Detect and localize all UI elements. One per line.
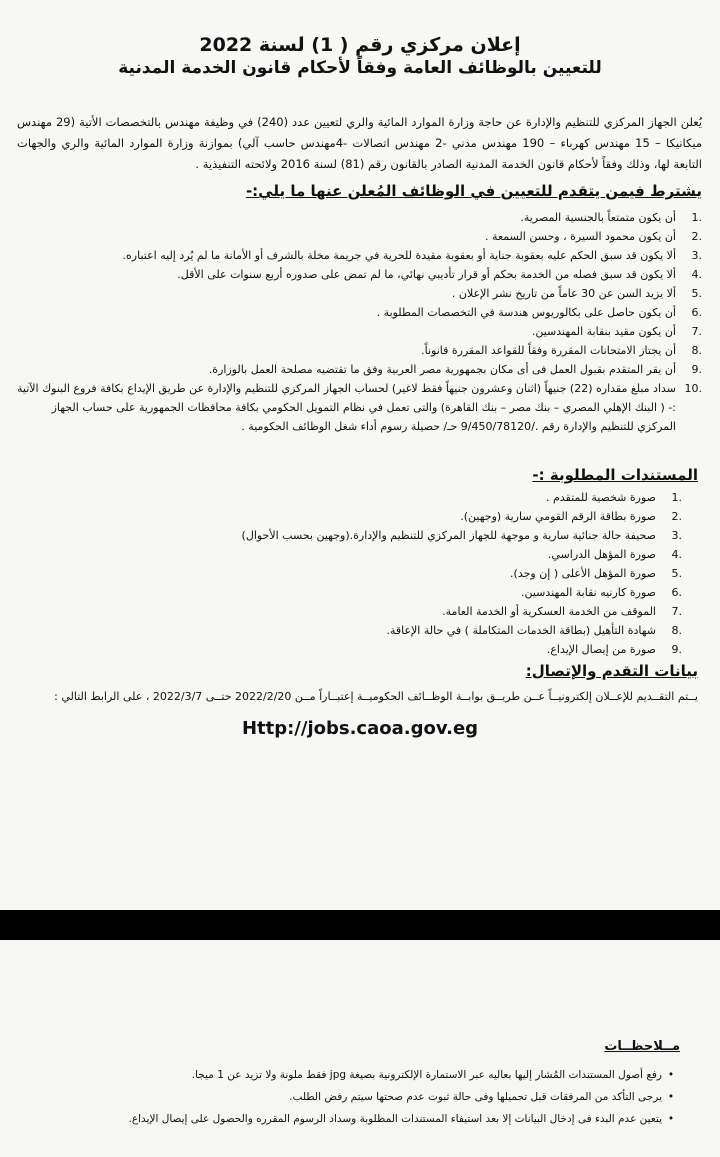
notes-heading: مــلاحظــات [604,1039,680,1054]
condition-item-text: أن يجتاز الامتحانات المقررة وفقاً للقواعد المقررة قانوناً. [421,344,676,357]
document-item [22,488,682,507]
document-item-text: صورة كارنيه نقابة المهندسين. [520,586,656,599]
documents-heading: المستندات المطلوبة :- [532,466,698,484]
document-item-text: صورة بطاقة الرقم القومي سارية (وجهين). [460,510,656,523]
condition-item [12,227,702,246]
contact-heading: بيانات التقدم والإتصال: [525,662,698,680]
document-item-number: .6 [671,586,682,599]
condition-item-text: ألا يكون قد سبق فصله من الخدمة بحكم أو قرار تأديبي نهائي، ما لم تمض على صدوره أربع سنوات على الأقل. [177,268,676,281]
condition-item-text: أن يقر المتقدم بقبول العمل فى أى مكان بجمهورية مصر العربية وفق ما تقتضيه مصلحة العمل بالوزارة. [208,363,676,376]
condition-item [12,322,702,341]
condition-item [12,246,702,265]
document-item-number: .2 [671,510,682,523]
condition-item-number: .2 [691,230,702,243]
documents-list [22,488,682,659]
document-item-text: الموقف من الخدمة العسكرية أو الخدمة العامة. [442,605,656,618]
condition-item-text: أن يكون مقيد بنقابة المهندسين. [531,325,676,338]
document-item [22,583,682,602]
condition-item-number: .10 [684,382,702,395]
condition-item [12,265,702,284]
condition-item-text: أن يكون متمتعاً بالجنسية المصرية. [520,211,676,224]
bullet-icon: • [667,1069,675,1081]
document-item-number: .8 [671,624,682,637]
condition-item-number: .5 [691,287,702,300]
document-item [22,564,682,583]
note-item [20,1064,680,1086]
condition-item-text: ألا يكون قد سبق الحكم عليه بعقوبة جناية أو بعقوبة مقيدة للحرية في جريمة مخلة بالشرف أو الأمانة ما لم يُرد إليه اعتباره. [122,249,676,262]
document-item-text: صورة المؤهل الدراسي. [547,548,656,561]
note-item [20,1086,680,1108]
document-item-number: .5 [671,567,682,580]
condition-item-number: .3 [691,249,702,262]
note-text: يرجى التأكد من المرفقات قبل تحميلها وفى حالة ثبوت عدم صحتها سيتم رفض الطلب. [289,1091,662,1103]
document-item-number: .4 [671,548,682,561]
condition-item-text: أن يكون محمود السيرة ، وحسن السمعة . [485,230,676,243]
notes-list [20,1064,680,1130]
conditions-list [12,208,702,436]
document-item [22,507,682,526]
page-separator [0,910,720,940]
condition-item [12,360,702,379]
document-item [22,640,682,659]
document-item-number: .1 [671,491,682,504]
condition-item-number: .9 [691,363,702,376]
document-item-text: صورة من إيصال الإيداع. [546,643,656,656]
condition-item-number: .7 [691,325,702,338]
document-item [22,621,682,640]
condition-item-text: ألا يزيد السن عن 30 عاماً من تاريخ نشر الإعلان . [451,287,676,300]
document-item-text: شهادة التأهيل (بطاقة الخدمات المتكاملة ) في حالة الإعاقة. [386,624,656,637]
condition-item-number: .4 [691,268,702,281]
document-item [22,545,682,564]
condition-item-number: .8 [691,344,702,357]
contact-text: يــتم التقــديم للإعــلان إلكترونيــاً عــن طريــق بوابــة الوظــائف الحكوميــة إعتبــاراً مــن 2022/2/20 حتــى 2022/3/7 ، على الرابط التالي : [54,690,698,703]
conditions-heading: يشترط فيمن يتقدم للتعيين في الوظائف المُعلن عنها ما يلي:- [245,182,702,200]
condition-item-number: .6 [691,306,702,319]
condition-item-text: سداد مبلغ مقداره (22) جنيهاً (اثنان وعشرون جنيهاً فقط لاغير) لحساب الجهاز المركزي للتنظيم والإدارة عن طريق الإيداع بكافة فروع البنوك الآتية :- ( البنك الإهلي المصري – بنك مصر – بنك القاهرة) والتى تعمل في نظام التمويل الحكومي بكافة محافظات الجمهورية على حساب الجهاز المركزي للتنظيم والإدارة رقم ./9/450/78120 حـ/ حصيلة رسوم أداء شغل الوظائف الحكومية . [17,382,676,433]
document-item-text: صحيفة حالة جنائية سارية و موجهة للجهاز المركزي للتنظيم والإدارة.(وجهين بحسب الأحوال) [241,529,656,542]
note-text: يتعين عدم البدء فى إدخال البيانات إلا بعد استيفاء المستندات المطلوبة وسداد الرسوم المقرره والحصول على إيصال الإيداع. [128,1113,662,1125]
bullet-icon: • [667,1113,675,1125]
announcement-title: إعلان مركزي رقم ( 1) لسنة 2022 [199,34,521,56]
condition-item [12,303,702,322]
note-item [20,1108,680,1130]
intro-paragraph: يُعلن الجهاز المركزي للتنظيم والإدارة عن حاجة وزارة الموارد المائية والري لتعيين عدد (240) في وظيفة مهندس بالتخصصات الأتية (29 مهندس ميكانيكا – 15 مهندس كهرباء – 190 مهندس مدني -2 مهندس اتصالات -4مهندس حاسب آلي) بموازنة وزارة الموارد المائية والري والجهات التابعة لها، وذلك وفقاً لأحكام قانون الخدمة المدنية الصادر بالقانون رقم (81) لسنة 2016 ولائحته التنفيذية . [17,115,703,171]
document-item-number: .3 [671,529,682,542]
note-text: رفع أصول المستندات المُشار إليها بعاليه عبر الاستمارة الإلكترونية بصيغة jpg فقط ملونة ولا تزيد عن 1 ميجا. [191,1069,662,1081]
document-item [22,526,682,545]
document-item-number: .9 [671,643,682,656]
document-item-text: صورة المؤهل الأعلى ( إن وجد). [510,567,656,580]
condition-item [12,284,702,303]
document-item-number: .7 [671,605,682,618]
announcement-subtitle: للتعيين بالوظائف العامة وفقاً لأحكام قانون الخدمة المدنية [118,58,602,78]
document-item-text: صورة شخصية للمتقدم . [546,491,656,504]
condition-item [12,208,702,227]
condition-item [12,341,702,360]
condition-item-text: أن يكون حاصل على بكالوريوس هندسة في التخصصات المطلوبة . [376,306,676,319]
application-link[interactable]: Http://jobs.caoa.gov.eg [241,718,479,739]
condition-item [12,379,702,436]
bullet-icon: • [667,1091,675,1103]
condition-item-number: .1 [691,211,702,224]
document-item [22,602,682,621]
